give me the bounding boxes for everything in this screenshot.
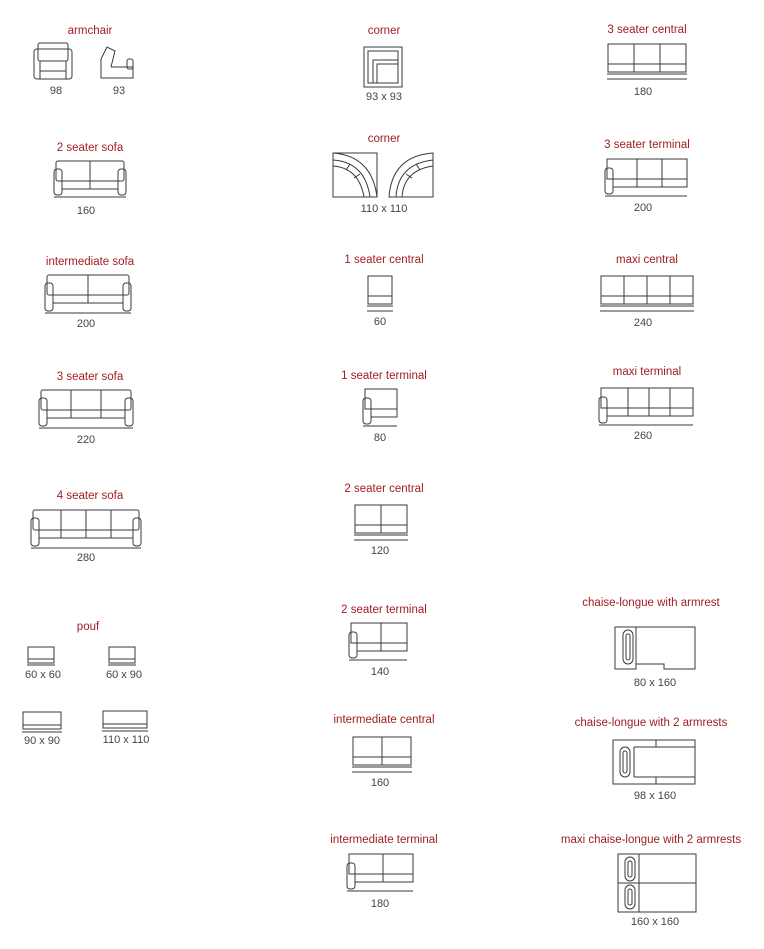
sofa2-dim: 160 [76,205,96,217]
pouf-dim-60x60: 60 x 60 [24,669,62,681]
corner-square-icon [363,46,403,88]
corner1-dim: 93 x 93 [365,91,403,103]
maxi-terminal-dim: 260 [633,430,653,442]
maxi-chaise-icon [617,853,697,913]
maxi-central-title: maxi central [616,254,678,266]
chaise-2armrests-dim: 98 x 160 [633,790,677,802]
seater1-central-title: 1 seater central [344,254,424,266]
sofa3-title: 3 seater sofa [56,371,124,383]
seater1-terminal-dim: 80 [373,432,387,444]
maxi-chaise-dim: 160 x 160 [630,916,680,928]
chaise-armrest-dim: 80 x 160 [633,677,677,689]
sofa3-dim: 220 [76,434,96,446]
seater3-terminal-icon [604,158,688,198]
maxi-central-dim: 240 [633,317,653,329]
seater2-terminal-title: 2 seater terminal [341,604,427,616]
pouf-title: pouf [76,621,100,633]
pouf-dim-90x90: 90 x 90 [23,735,61,747]
sofa4-dim: 280 [76,552,96,564]
pouf-90x90-icon [22,711,62,733]
chaise-armrest-icon [614,626,696,670]
maxi-terminal-title: maxi terminal [612,366,682,378]
seater2-central-title: 2 seater central [344,483,424,495]
sofa3-icon [38,388,134,430]
corner2-title: corner [367,133,401,145]
seater1-terminal-icon [362,388,398,428]
chaise-2armrests-icon [612,739,696,785]
seater3-terminal-title: 3 seater terminal [604,139,690,151]
corner2-dim: 110 x 110 [360,203,408,215]
armchair-side-icon [99,45,135,79]
intermediate-sofa-title: intermediate sofa [45,256,135,268]
pouf-dim-60x90: 60 x 90 [105,669,143,681]
intermediate-terminal-title: intermediate terminal [330,834,438,846]
corner-round-left-icon [332,152,378,198]
chaise-2armrests-title: chaise-longue with 2 armrests [574,717,728,729]
armchair-dim-side: 93 [112,85,126,97]
sofa2-title: 2 seater sofa [56,142,124,154]
seater2-terminal-icon [348,622,408,662]
pouf-dim-110x110: 110 x 110 [102,734,150,746]
pouf-60x90-icon [108,646,136,666]
intermediate-central-icon [352,736,412,774]
intermediate-central-title: intermediate central [333,714,435,726]
seater1-central-icon [367,275,393,313]
sofa4-title: 4 seater sofa [56,490,124,502]
seater2-central-dim: 120 [370,545,390,557]
intermediate-terminal-icon [346,853,414,893]
seater2-terminal-dim: 140 [370,666,390,678]
seater2-central-icon [354,504,408,542]
seater3-central-icon [607,43,687,81]
sofa4-icon [30,508,142,550]
armchair-dim-front: 98 [49,85,63,97]
intermediate-sofa-dim: 200 [76,318,96,330]
seater3-central-dim: 180 [633,86,653,98]
corner-round-right-icon [388,152,434,198]
maxi-terminal-icon [598,387,694,427]
seater1-terminal-title: 1 seater terminal [341,370,427,382]
armchair-front-icon [33,41,73,81]
seater3-terminal-dim: 200 [633,202,653,214]
sofa2-icon [53,159,127,199]
intermediate-terminal-dim: 180 [370,898,390,910]
chaise-armrest-title: chaise-longue with armrest [582,597,720,609]
pouf-110x110-icon [102,710,148,732]
seater3-central-title: 3 seater central [607,24,687,36]
pouf-60x60-icon [27,646,55,666]
seater1-central-dim: 60 [373,316,387,328]
corner1-title: corner [367,25,401,37]
armchair-title: armchair [67,25,113,37]
maxi-chaise-title: maxi chaise-longue with 2 armrests [560,834,742,846]
intermediate-central-dim: 160 [370,777,390,789]
intermediate-sofa-icon [44,273,132,315]
maxi-central-icon [600,275,694,313]
